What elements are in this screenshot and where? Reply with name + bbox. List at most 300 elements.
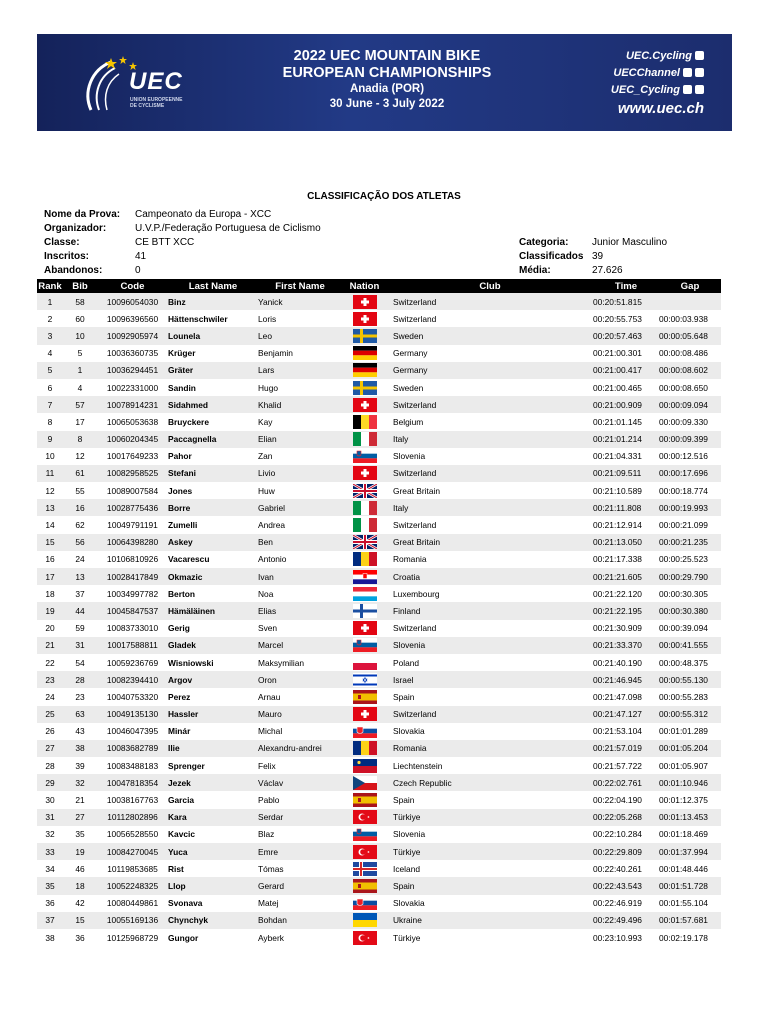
nation-cell [342,654,387,671]
table-row [37,860,721,877]
info-row [44,222,321,236]
time-cell: 00:20:55.753 [593,313,642,324]
header-banner [37,34,732,131]
code-cell: 10089007584 [106,485,159,496]
nation-cell [342,413,387,430]
bib-cell: 37 [75,588,85,599]
nation-cell [342,327,387,344]
flag-bel-icon [353,415,377,429]
last-name-cell: Binz [168,293,258,310]
column-header-nation[interactable]: Nation [342,279,387,293]
table-row [37,310,721,327]
gap-cell: 00:00:12.516 [659,451,708,462]
rank-cell: 19 [37,602,63,619]
club-cell: Spain [393,795,415,806]
info-label: Classificados [519,251,584,262]
gap-cell: 00:01:13.453 [659,809,721,826]
table-row [37,774,721,791]
uec-logo-text: UEC [129,68,183,95]
info-value: 39 [592,251,604,262]
table-row [37,620,721,637]
bib-cell: 35 [75,829,85,840]
rank-cell: 35 [37,877,63,894]
club-cell: Germany [393,348,428,359]
nation-cell [342,534,387,551]
twitter-handle: UEC_Cycling [610,84,680,96]
code-cell: 10028417849 [97,568,168,585]
gap-cell [659,293,721,310]
rank-cell: 20 [45,623,55,634]
last-name-cell: Stefani [168,465,258,482]
info-value: 0 [135,265,141,276]
code-cell: 10038167763 [106,795,159,806]
rank-cell: 9 [37,431,63,448]
first-name-cell: Benjamin [258,348,293,359]
code-cell: 10036294451 [97,362,168,379]
last-name-cell: Krüger [168,348,196,359]
gap-cell: 00:00:09.330 [659,416,708,427]
last-name-cell: Gerig [168,623,190,634]
results-table [37,279,721,946]
code-cell: 10084270045 [97,843,168,860]
table-row [37,929,721,946]
bib-cell: 58 [63,293,97,310]
last-name-cell: Askey [168,534,258,551]
youtube-handle: UECChannel [613,67,680,79]
nation-cell [342,740,387,757]
first-name-cell: Ben [258,534,342,551]
first-name-cell: Gabriel [258,499,342,516]
bib-cell: 38 [63,740,97,757]
youtube-icon [683,68,692,77]
flag-cze-icon [353,776,377,790]
uec-logo-subtitle: UNION EUROPEENNE DE CYCLISME [130,97,183,109]
table-row [37,293,721,310]
column-header-first-name[interactable]: First Name [258,279,342,293]
results-body [37,293,721,946]
code-cell: 10092905974 [97,327,168,344]
nation-cell [342,362,387,379]
nation-cell [342,877,387,894]
rank-cell: 32 [45,829,55,840]
last-name-cell: Gladek [168,637,258,654]
bib-cell: 18 [63,877,97,894]
club-cell: Switzerland [393,313,437,324]
bib-cell: 36 [75,932,85,943]
table-row [37,740,721,757]
first-name-cell: Gerard [258,877,342,894]
time-cell: 00:21:13.050 [593,534,659,551]
banner-title-line2: EUROPEAN CHAMPIONSHIPS [282,65,492,81]
first-name-cell: Tómas [258,863,284,874]
last-name-cell: Hämäläinen [168,602,258,619]
club-cell: Türkiye [387,809,593,826]
bib-cell: 19 [63,843,97,860]
time-cell: 00:21:57.019 [593,740,659,757]
last-name-cell: Hassler [168,706,258,723]
column-header-club[interactable]: Club [387,279,593,293]
last-name-cell: Sandin [168,382,196,393]
gap-cell: 00:01:18.469 [659,829,708,840]
flag-sui-icon [353,707,377,721]
rank-cell: 15 [37,534,63,551]
rank-cell: 17 [37,568,63,585]
first-name-cell: Sven [258,623,278,634]
club-cell: Poland [393,657,420,668]
last-name-cell: Vacarescu [168,554,210,565]
nation-cell [342,637,387,654]
code-cell: 10040753320 [106,691,159,702]
table-row [37,379,721,396]
rank-cell: 11 [37,465,63,482]
time-cell: 00:20:57.463 [593,327,659,344]
gap-cell: 00:00:29.790 [659,568,721,585]
bib-cell: 16 [63,499,97,516]
time-cell: 00:21:47.098 [593,691,642,702]
time-cell: 00:21:46.945 [593,671,659,688]
column-header-gap[interactable]: Gap [659,279,721,293]
column-header-last-name[interactable]: Last Name [168,279,258,293]
table-row [37,809,721,826]
first-name-cell: Michal [258,726,283,737]
club-cell: Romania [393,554,427,565]
last-name-cell: Rist [168,863,184,874]
table-row [37,843,721,860]
last-name-cell: Borre [168,499,258,516]
rank-cell: 6 [47,382,53,393]
rank-cell: 36 [45,898,55,909]
time-cell: 00:22:49.496 [593,912,659,929]
club-cell: Slovenia [393,829,426,840]
first-name-cell: Yanick [258,293,342,310]
table-row [37,757,721,774]
first-name-cell: Elias [258,602,342,619]
code-cell: 10125968729 [106,932,159,943]
bib-cell: 43 [75,726,85,737]
gap-cell: 00:00:09.399 [659,431,721,448]
gap-cell: 00:00:25.523 [659,554,708,565]
time-cell: 00:22:40.261 [593,863,642,874]
bib-cell: 42 [75,898,85,909]
nation-cell [342,809,387,826]
table-row [37,688,721,705]
code-cell: 10106810926 [106,554,159,565]
time-cell: 00:21:57.722 [593,760,642,771]
last-name-cell: Pahor [168,451,192,462]
first-name-cell: Serdar [258,809,342,826]
club-cell: Switzerland [393,623,437,634]
website-link[interactable]: www.uec.ch [617,100,704,117]
nation-cell [342,912,387,929]
time-cell: 00:21:11.808 [593,499,659,516]
flag-sui-icon [353,466,377,480]
first-name-cell: Ayberk [258,932,284,943]
column-header-bib[interactable]: Bib [63,279,97,293]
code-cell: 10083682789 [97,740,168,757]
club-cell: Italy [387,499,593,516]
info-value: U.V.P./Federação Portuguesa de Ciclismo [135,223,321,234]
gap-cell: 00:00:21.099 [659,520,708,531]
bib-cell: 46 [75,863,85,874]
rank-cell: 38 [45,932,55,943]
table-row [37,671,721,688]
gap-cell: 00:00:17.696 [659,465,721,482]
gap-cell: 00:00:21.235 [659,534,721,551]
time-cell: 00:21:09.511 [593,465,659,482]
last-name-cell: Jones [168,485,193,496]
nation-cell [342,431,387,448]
event-info [44,208,321,278]
nation-cell [342,706,387,723]
info-row [44,264,321,278]
code-cell: 10049791191 [107,520,158,531]
info-label: Nome da Prova: [44,209,121,220]
club-cell: Türkiye [393,932,421,943]
time-cell: 00:20:51.815 [593,293,659,310]
bib-cell: 21 [75,795,85,806]
time-cell: 00:21:53.104 [593,726,642,737]
banner-title-line1: 2022 UEC MOUNTAIN BIKE [293,48,481,64]
rank-cell: 10 [45,451,55,462]
time-cell: 00:21:01.145 [593,416,642,427]
code-cell: 10049135130 [97,706,168,723]
table-row [37,585,721,602]
flag-tur-icon [353,845,377,859]
table-header-row [37,279,721,293]
flag-sui-icon [353,295,377,309]
table-row [37,534,721,551]
first-name-cell: Marcel [258,637,342,654]
last-name-cell: Minár [168,726,191,737]
info-value: Campeonato da Europa - XCC [135,209,272,220]
nation-cell [342,688,387,705]
first-name-cell: Mauro [258,706,342,723]
club-cell: Switzerland [387,396,593,413]
flag-ukr-icon [353,913,377,927]
twitter-icon [683,85,692,94]
flag-pol-icon [353,656,377,670]
time-cell: 00:21:00.301 [593,348,642,359]
info-label: Média: [519,265,551,276]
rank-cell: 25 [37,706,63,723]
column-header-time[interactable]: Time [593,279,659,293]
club-cell: Czech Republic [387,774,593,791]
gap-cell: 00:01:48.446 [659,863,708,874]
column-header-code[interactable]: Code [97,279,168,293]
rank-cell: 26 [45,726,55,737]
flag-esp-icon [353,879,377,893]
table-row [37,568,721,585]
code-cell: 10022331000 [106,382,159,393]
table-row [37,826,721,843]
flag-slo-icon [353,827,377,841]
table-row [37,499,721,516]
gap-cell: 00:00:08.602 [659,362,721,379]
gap-cell: 00:00:18.774 [659,485,708,496]
code-cell: 10065053638 [106,416,159,427]
nation-cell [342,620,387,637]
gap-cell: 00:01:12.375 [659,795,708,806]
last-name-cell: Bruyckere [168,416,209,427]
code-cell: 10080449861 [106,898,159,909]
bib-cell: 60 [75,313,85,324]
table-row [37,654,721,671]
code-cell: 10083488183 [106,760,159,771]
time-cell: 00:22:29.809 [593,843,659,860]
club-cell: Slovakia [393,726,425,737]
club-cell: Switzerland [387,465,593,482]
flag-slo-icon [353,638,377,652]
gap-cell: 00:01:55.104 [659,898,708,909]
flag-isl-icon [353,862,377,876]
last-name-cell: Svonava [168,898,203,909]
column-header-rank[interactable]: Rank [38,280,62,292]
bib-cell: 54 [75,657,85,668]
time-cell: 00:22:10.284 [593,829,642,840]
rank-cell: 21 [37,637,63,654]
gap-cell: 00:00:41.555 [659,637,721,654]
club-cell: Liechtenstein [393,760,443,771]
rank-cell: 7 [37,396,63,413]
rank-cell: 3 [37,327,63,344]
rank-cell: 27 [37,740,63,757]
first-name-cell: Andrea [258,520,286,531]
flag-ita-icon [353,501,377,515]
info-label: Categoria: [519,237,569,248]
nation-cell [342,345,387,362]
club-cell: Sweden [387,327,593,344]
info-label: Organizador: [44,223,107,234]
time-cell: 00:21:00.417 [593,362,659,379]
code-cell: 10056528550 [106,829,159,840]
code-cell: 10047818354 [97,774,168,791]
rank-cell: 1 [37,293,63,310]
bib-cell: 55 [75,485,85,496]
bib-cell: 32 [63,774,97,791]
first-name-cell: Emre [258,843,342,860]
bib-cell: 27 [63,809,97,826]
last-name-cell: Kara [168,809,258,826]
first-name-cell: Noa [258,588,274,599]
flag-svk-icon [353,724,377,738]
bib-cell: 1 [63,362,97,379]
last-name-cell: Berton [168,588,195,599]
first-name-cell: Bohdan [258,912,342,929]
rank-cell: 29 [37,774,63,791]
time-cell: 00:22:46.919 [593,898,642,909]
nation-cell [342,757,387,774]
table-row [37,551,721,568]
gap-cell: 00:00:09.094 [659,396,721,413]
code-cell: 10096054030 [97,293,168,310]
flag-esp-icon [353,690,377,704]
bib-cell: 56 [63,534,97,551]
nation-cell [342,482,387,499]
document-title: CLASSIFICAÇÃO DOS ATLETAS [307,191,461,202]
bib-cell: 59 [75,623,85,634]
first-name-cell: Antonio [258,554,287,565]
nation-cell [342,465,387,482]
club-cell: Italy [387,431,593,448]
table-row [37,912,721,929]
code-cell: 10052248325 [97,877,168,894]
first-name-cell: Alexandru-andrei [258,740,342,757]
nation-cell [342,791,387,808]
bib-cell: 62 [75,520,85,531]
club-cell: Finland [387,602,593,619]
gap-cell: 00:00:30.380 [659,602,721,619]
gap-cell: 00:00:55.283 [659,691,708,702]
nation-cell [342,516,387,533]
flag-lie-icon [353,759,377,773]
time-cell: 00:21:47.127 [593,706,659,723]
table-row [37,362,721,379]
rank-cell: 28 [45,760,55,771]
bib-cell: 17 [75,416,85,427]
info-value: 41 [135,251,147,262]
nation-cell [342,310,387,327]
last-name-cell: Ilie [168,740,258,757]
info-row [44,208,321,222]
table-row [37,465,721,482]
rank-cell: 34 [45,863,55,874]
bib-cell: 24 [75,554,85,565]
table-row [37,637,721,654]
last-name-cell: Chynchyk [168,912,258,929]
rank-cell: 30 [45,795,55,806]
time-cell: 00:23:10.993 [593,932,642,943]
rank-cell: 12 [45,485,55,496]
bib-cell: 28 [63,671,97,688]
code-cell: 10034997782 [106,588,159,599]
nation-cell [342,860,387,877]
club-cell: Switzerland [393,520,437,531]
table-row [37,895,721,912]
time-cell: 00:21:12.914 [593,520,642,531]
nation-cell [342,602,387,619]
flag-lux-icon [353,587,377,601]
last-name-cell: Argov [168,671,258,688]
table-row [37,327,721,344]
rank-cell: 2 [47,313,53,324]
table-row [37,431,721,448]
nation-cell [342,499,387,516]
last-name-cell: Hättenschwiler [168,313,228,324]
info-label: Classe: [44,237,80,248]
code-cell: 10082394410 [97,671,168,688]
flag-swe-icon [353,381,377,395]
rank-cell: 13 [37,499,63,516]
flag-esp-icon [353,793,377,807]
first-name-cell: Matej [258,898,279,909]
bib-cell: 13 [63,568,97,585]
time-cell: 00:21:04.331 [593,451,642,462]
flag-slo-icon [353,449,377,463]
flag-rou-icon [353,552,377,566]
banner-title [267,48,507,112]
time-cell: 00:21:33.370 [593,637,659,654]
bib-cell: 5 [77,348,83,359]
first-name-cell: Kay [258,416,273,427]
club-cell: Luxembourg [393,588,440,599]
banner-title-line4: 30 June - 3 July 2022 [329,98,445,110]
time-cell: 00:21:30.909 [593,623,642,634]
flag-ger-icon [353,346,377,360]
gap-cell: 00:01:37.994 [659,843,721,860]
bib-cell: 8 [63,431,97,448]
last-name-cell: Zumelli [168,520,198,531]
club-cell: Belgium [393,416,424,427]
